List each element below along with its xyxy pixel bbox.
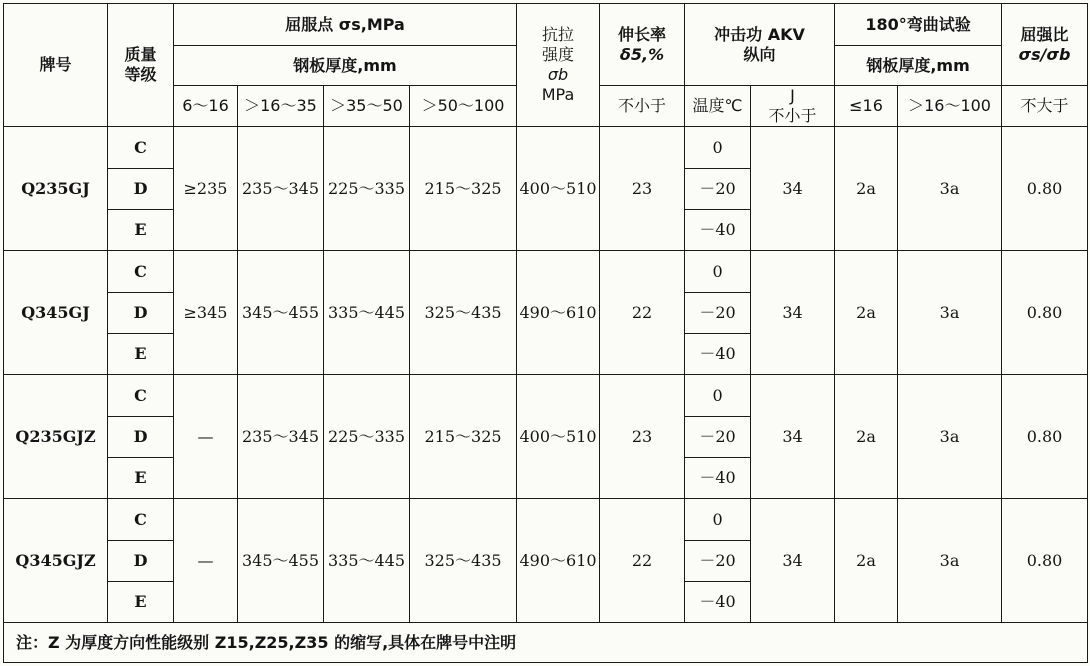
ratio-cell: 0.80: [1002, 127, 1088, 251]
grade-cell: D: [108, 417, 174, 458]
temperature-cell: －40: [685, 334, 751, 375]
grade-cell: C: [108, 127, 174, 169]
bend-thick-cell: 3a: [898, 127, 1002, 251]
temperature-cell: －40: [685, 458, 751, 499]
yield-cell: —: [174, 499, 238, 623]
header-grade: 质量等级: [108, 4, 174, 127]
yield-cell: 225～335: [324, 127, 410, 251]
header-impact-energy: 冲击功 AKV 纵向: [685, 4, 835, 86]
yield-cell: 335～445: [324, 499, 410, 623]
temperature-cell: －20: [685, 169, 751, 210]
grade-cell: E: [108, 458, 174, 499]
temperature-cell: 0: [685, 251, 751, 293]
brand-cell: Q235GJZ: [4, 375, 108, 499]
yield-cell: ≥345: [174, 251, 238, 375]
yield-cell: 215～325: [410, 127, 517, 251]
header-yield-ratio: 屈强比 σs/σb: [1002, 4, 1088, 86]
energy-cell: 34: [751, 127, 835, 251]
elongation-cell: 23: [600, 127, 685, 251]
ratio-cell: 0.80: [1002, 375, 1088, 499]
bend-thick-cell: 3a: [898, 251, 1002, 375]
yield-cell: 345～455: [238, 251, 324, 375]
header-plate-thickness: 钢板厚度,mm: [174, 46, 517, 86]
yield-cell: 235～345: [238, 127, 324, 251]
energy-cell: 34: [751, 375, 835, 499]
header-brand: 牌号: [4, 4, 108, 127]
bend-thin-cell: 2a: [835, 375, 898, 499]
bend-thick-cell: 3a: [898, 375, 1002, 499]
tensile-cell: 400～510: [517, 375, 600, 499]
energy-cell: 34: [751, 499, 835, 623]
grade-cell: C: [108, 499, 174, 541]
grade-cell: E: [108, 582, 174, 623]
tensile-cell: 490～610: [517, 251, 600, 375]
temperature-cell: －20: [685, 541, 751, 582]
header-elongation: 伸长率 δ5,%: [600, 4, 685, 86]
header-bend-test: 180°弯曲试验: [835, 4, 1002, 46]
header-thickness-16-35: ＞16～35: [238, 86, 324, 127]
grade-cell: E: [108, 210, 174, 251]
yield-cell: 335～445: [324, 251, 410, 375]
yield-cell: 325～435: [410, 251, 517, 375]
brand-cell: Q345GJ: [4, 251, 108, 375]
bend-thin-cell: 2a: [835, 251, 898, 375]
yield-cell: 225～335: [324, 375, 410, 499]
ratio-cell: 0.80: [1002, 251, 1088, 375]
brand-cell: Q345GJZ: [4, 499, 108, 623]
header-energy-min: J 不小于: [751, 86, 835, 127]
bend-thick-cell: 3a: [898, 499, 1002, 623]
temperature-cell: 0: [685, 375, 751, 417]
ratio-cell: 0.80: [1002, 499, 1088, 623]
tensile-cell: 490～610: [517, 499, 600, 623]
yield-cell: 325～435: [410, 499, 517, 623]
tensile-cell: 400～510: [517, 127, 600, 251]
temperature-cell: －40: [685, 582, 751, 623]
grade-cell: D: [108, 169, 174, 210]
header-temperature: 温度℃: [685, 86, 751, 127]
header-bend-thin: ≤16: [835, 86, 898, 127]
elongation-cell: 22: [600, 499, 685, 623]
yield-cell: ≥235: [174, 127, 238, 251]
yield-cell: 235～345: [238, 375, 324, 499]
steel-properties-table: [3, 3, 1088, 663]
header-tensile-strength: 抗拉 强度 σb MPa: [517, 4, 600, 127]
elongation-cell: 23: [600, 375, 685, 499]
temperature-cell: －40: [685, 210, 751, 251]
bend-thin-cell: 2a: [835, 127, 898, 251]
header-ratio-max: 不大于: [1002, 86, 1088, 127]
header-thickness-50-100: ＞50～100: [410, 86, 517, 127]
grade-cell: C: [108, 251, 174, 293]
header-yield-point: 屈服点 σs,MPa: [174, 4, 517, 46]
header-thickness-35-50: ＞35～50: [324, 86, 410, 127]
yield-cell: 345～455: [238, 499, 324, 623]
temperature-cell: 0: [685, 499, 751, 541]
temperature-cell: －20: [685, 417, 751, 458]
grade-cell: E: [108, 334, 174, 375]
yield-cell: —: [174, 375, 238, 499]
header-elongation-min: 不小于: [600, 86, 685, 127]
grade-cell: C: [108, 375, 174, 417]
header-bend-thickness: 钢板厚度,mm: [835, 46, 1002, 86]
brand-cell: Q235GJ: [4, 127, 108, 251]
grade-cell: D: [108, 541, 174, 582]
temperature-cell: 0: [685, 127, 751, 169]
yield-cell: 215～325: [410, 375, 517, 499]
temperature-cell: －20: [685, 293, 751, 334]
energy-cell: 34: [751, 251, 835, 375]
header-thickness-6-16: 6～16: [174, 86, 238, 127]
elongation-cell: 22: [600, 251, 685, 375]
header-bend-thick: ＞16～100: [898, 86, 1002, 127]
bend-thin-cell: 2a: [835, 499, 898, 623]
table-footnote: 注：Z 为厚度方向性能级别 Z15,Z25,Z35 的缩写,具体在牌号中注明: [4, 623, 1088, 663]
grade-cell: D: [108, 293, 174, 334]
